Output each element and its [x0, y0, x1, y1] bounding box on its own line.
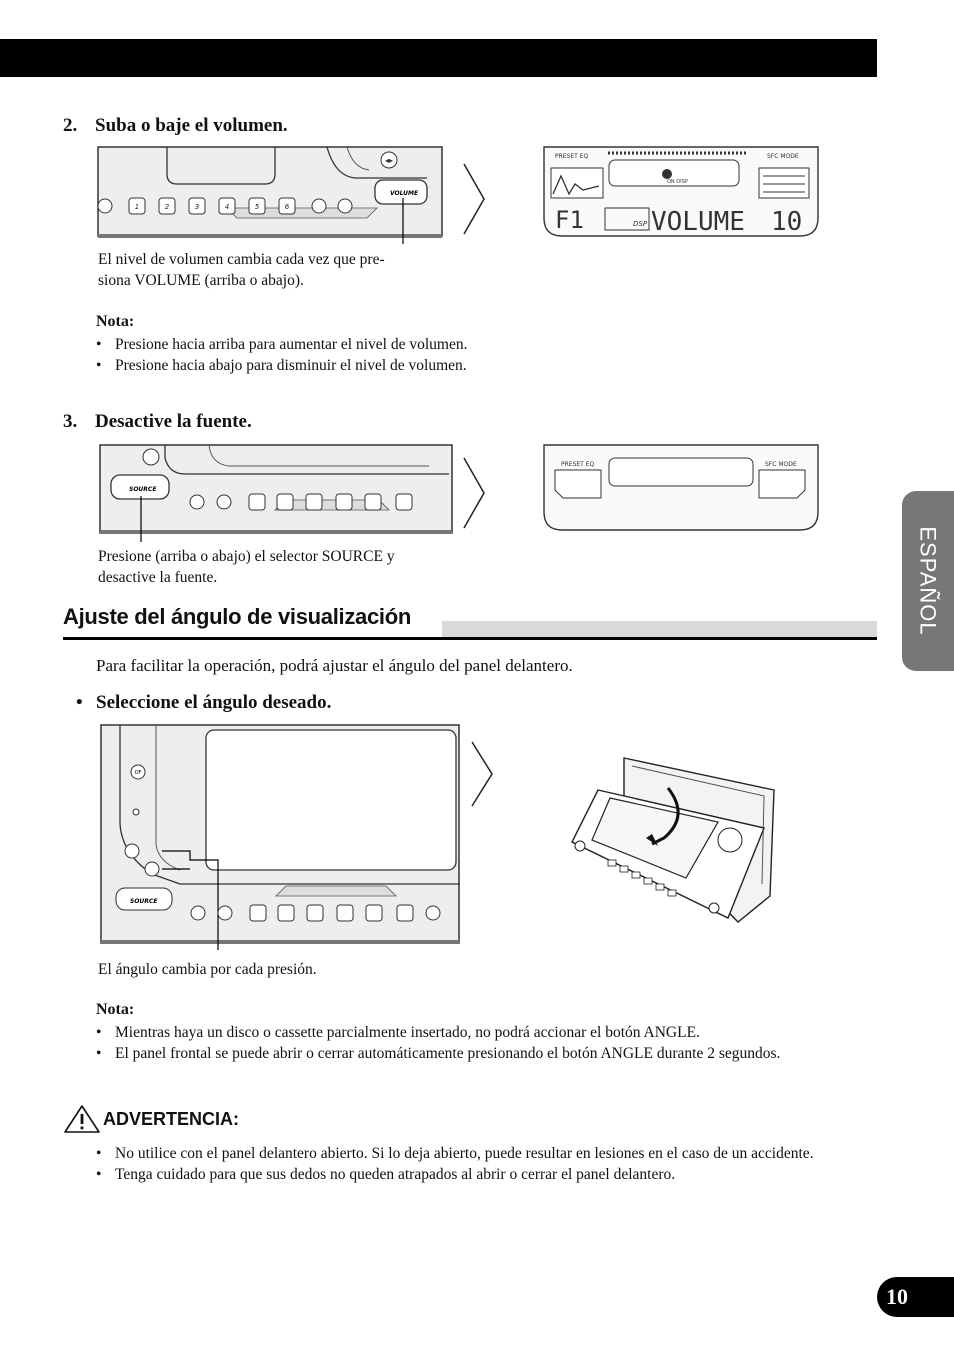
list-item: • Tenga cuidado para que sus dedos no queden atrapados al abrir o cerrar el panel delantero.	[96, 1165, 846, 1186]
svg-text:6: 6	[284, 203, 290, 211]
svg-text:5: 5	[254, 203, 260, 211]
preset-eq-label: PRESET EQ	[555, 153, 589, 160]
section-rule-band	[442, 621, 877, 638]
step-title: Desactive la fuente.	[95, 411, 252, 432]
nota-2-list	[96, 1023, 836, 1064]
volume-caption: El nivel de volumen cambia cada vez que pre- siona VOLUME (arriba o abajo).	[98, 251, 385, 289]
source-button-label: SOURCE	[129, 486, 157, 493]
lcd-display-volume	[543, 146, 819, 238]
svg-text:3: 3	[194, 203, 200, 211]
list-item: • Mientras haya un disco o cassette parcialmente insertado, no podrá accionar el botón ANGLE.	[96, 1023, 836, 1044]
volume-readout: VOLUME	[651, 207, 745, 237]
step-3-heading	[63, 411, 252, 433]
source-button-label: SOURCE	[130, 898, 158, 905]
svg-text:◂▸: ◂▸	[384, 156, 394, 165]
arrow-chevron	[462, 162, 488, 236]
step-number: 2.	[63, 115, 78, 136]
list-item: • El panel frontal se puede abrir o cerrar automáticamente presionando el botón ANGLE durante 2 segundos.	[96, 1044, 836, 1065]
page-number: 10	[877, 1277, 954, 1317]
volume-button-label: VOLUME	[390, 190, 419, 197]
sfc-mode-label: SFC MODE	[767, 153, 799, 160]
nota-1-list	[96, 335, 467, 376]
step-number: 3.	[63, 411, 78, 432]
sfc-mode-label: SFC MODE	[765, 461, 797, 468]
warning-heading: ADVERTENCIA:	[63, 1104, 239, 1134]
head-unit-source-illustration	[99, 444, 455, 544]
lcd-display-off	[543, 444, 819, 532]
preset-eq-label: PRESET EQ	[561, 461, 595, 468]
header-bar	[0, 39, 877, 77]
arrow-chevron	[470, 740, 496, 808]
list-item: • Presione hacia arriba para aumentar el nivel de volumen.	[96, 335, 467, 356]
on-disp-label: ON DISP	[667, 179, 688, 185]
section-intro: Para facilitar la operación, podrá ajustar el ángulo del panel delantero.	[96, 656, 573, 675]
nota-2-title: Nota:	[96, 1001, 135, 1018]
section-title: Ajuste del ángulo de visualización	[63, 604, 411, 629]
language-tab: ESPAÑOL	[902, 491, 954, 671]
dsp-indicator: DSP	[633, 220, 648, 228]
list-item: • No utilice con el panel delantero abierto. Si lo deja abierto, puede resultar en lesiones en el caso de un accidente.	[96, 1144, 846, 1165]
angle-caption: El ángulo cambia por cada presión.	[98, 961, 317, 978]
warning-icon	[63, 1104, 101, 1134]
tilted-panel-illustration	[568, 756, 780, 924]
nota-1-title: Nota:	[96, 313, 135, 330]
sub-heading: • Seleccione el ángulo deseado.	[76, 692, 332, 713]
svg-text:2: 2	[164, 203, 170, 211]
list-item: • Presione hacia abajo para disminuir el nivel de volumen.	[96, 356, 467, 377]
warning-list	[96, 1144, 846, 1185]
step-2-heading	[63, 115, 288, 137]
volume-value: 10	[771, 207, 803, 237]
band-readout: F1	[555, 206, 584, 234]
head-unit-angle-illustration	[100, 724, 462, 950]
angle-button-label: OF	[134, 770, 142, 776]
svg-text:1: 1	[134, 203, 140, 211]
arrow-chevron	[462, 456, 488, 530]
step-title: Suba o baje el volumen.	[95, 115, 288, 136]
section-rule	[63, 637, 877, 640]
source-caption: Presione (arriba o abajo) el selector SOURCE y desactive la fuente.	[98, 548, 395, 586]
head-unit-volume-illustration	[97, 146, 447, 244]
svg-text:4: 4	[224, 203, 230, 211]
